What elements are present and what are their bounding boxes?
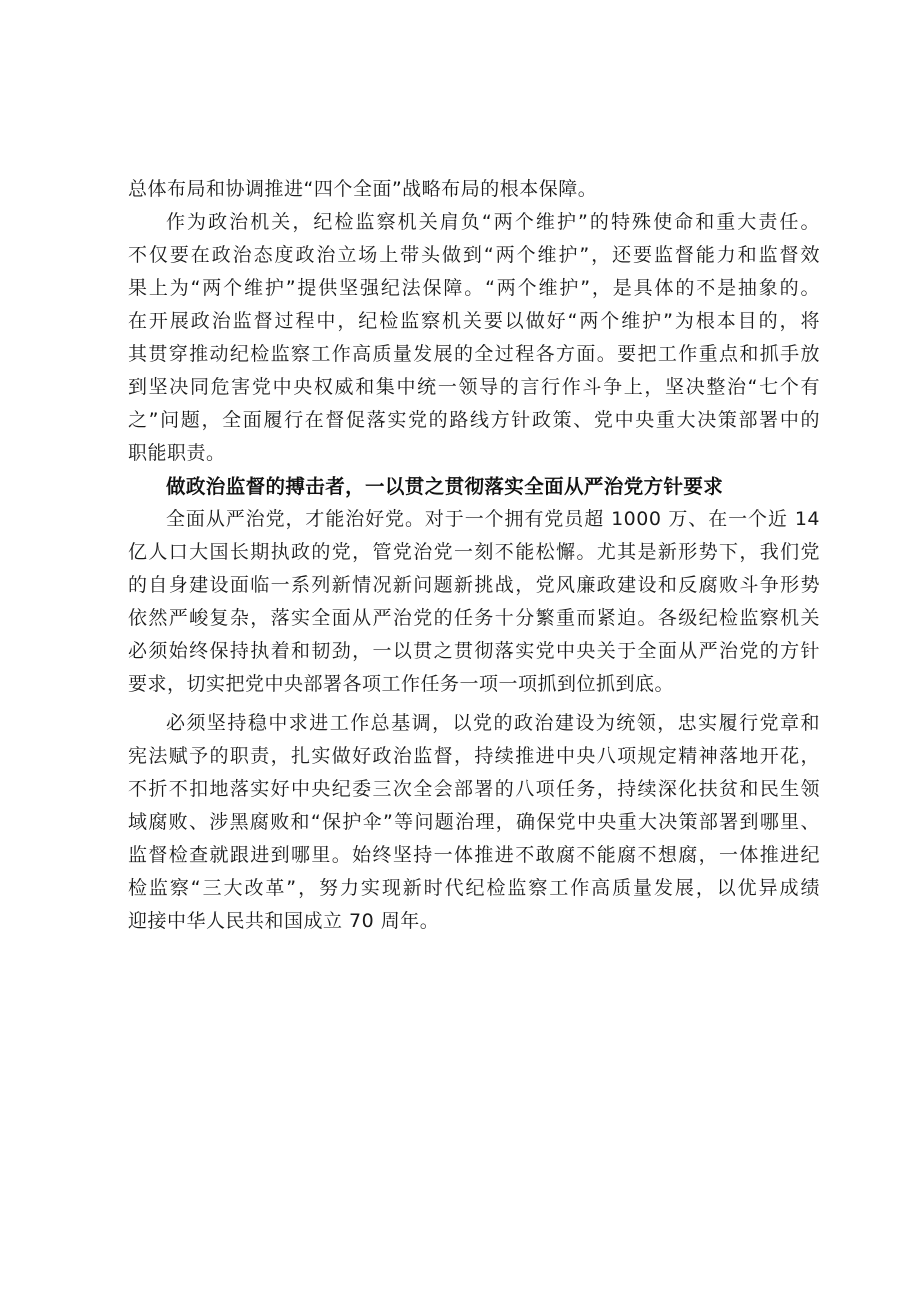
paragraph-line: 域腐败、涉黑腐败和“保护伞”等问题治理，确保党中央重大决策部署到哪里、	[128, 811, 820, 833]
paragraph-line: 全面从严治党，才能治好党。对于一个拥有党员超 1000 万、在一个近 14	[166, 508, 820, 530]
paragraph-continuation	[128, 173, 820, 206]
section-heading: 做政治监督的搏击者，一以贯之贯彻落实全面从严治党方针要求	[166, 475, 724, 498]
paragraph-line: 要求，切实把党中央部署各项工作任务一项一项抓到位抓到底。	[128, 673, 675, 695]
paragraph-line: 作为政治机关，纪检监察机关肩负“两个维护”的特殊使命和重大责任。	[166, 211, 820, 233]
paragraph-line: 必须坚持稳中求进工作总基调，以党的政治建设为统领，忠实履行党章和	[166, 712, 820, 734]
paragraph-line: 依然严峻复杂，落实全面从严治党的任务十分繁重而紧迫。各级纪检监察机关	[128, 607, 820, 629]
paragraph-political-organ	[128, 206, 820, 470]
paragraph-line: 亿人口大国长期执政的党，管党治党一刻不能松懈。尤其是新形势下，我们党	[128, 541, 820, 563]
document-body	[128, 173, 820, 938]
paragraph-line: 职能职责。	[128, 442, 226, 464]
paragraph-line: 迎接中华人民共和国成立 70 周年。	[128, 910, 440, 932]
paragraph-line: 宪法赋予的职责，扎实做好政治监督，持续推进中央八项规定精神落地开花，	[128, 745, 820, 767]
paragraph-line: 总体布局和协调推进“四个全面”战略布局的根本保障。	[128, 178, 598, 200]
paragraph-line: 到坚决同危害党中央权威和集中统一领导的言行作斗争上，坚决整治“七个有	[128, 376, 820, 398]
paragraph-line: 其贯穿推动纪检监察工作高质量发展的全过程各方面。要把工作重点和抓手放	[128, 343, 820, 365]
paragraph-line: 检监察“三大改革”，努力实现新时代纪检监察工作高质量发展，以优异成绩	[128, 877, 820, 899]
paragraph-line: 的自身建设面临一系列新情况新问题新挑战，党风廉政建设和反腐败斗争形势	[128, 574, 820, 596]
paragraph-line: 必须始终保持执着和韧劲，一以贯之贯彻落实党中央关于全面从严治党的方针	[128, 640, 820, 662]
paragraph-stability	[128, 707, 820, 938]
paragraph-line: 之”问题，全面履行在督促落实党的路线方针政策、党中央重大决策部署中的	[128, 409, 820, 431]
paragraph-line: 监督检查就跟进到哪里。始终坚持一体推进不敢腐不能腐不想腐，一体推进纪	[128, 844, 820, 866]
paragraph-strict-governance	[128, 503, 820, 701]
paragraph-line: 不仅要在政治态度政治立场上带头做到“两个维护”，还要监督能力和监督效	[128, 244, 820, 266]
paragraph-line: 果上为“两个维护”提供坚强纪法保障。“两个维护”，是具体的不是抽象的。	[128, 277, 820, 299]
paragraph-line: 在开展政治监督过程中，纪检监察机关要以做好“两个维护”为根本目的，将	[128, 310, 820, 332]
paragraph-line: 不折不扣地落实好中央纪委三次全会部署的八项任务，持续深化扶贫和民生领	[128, 778, 820, 800]
